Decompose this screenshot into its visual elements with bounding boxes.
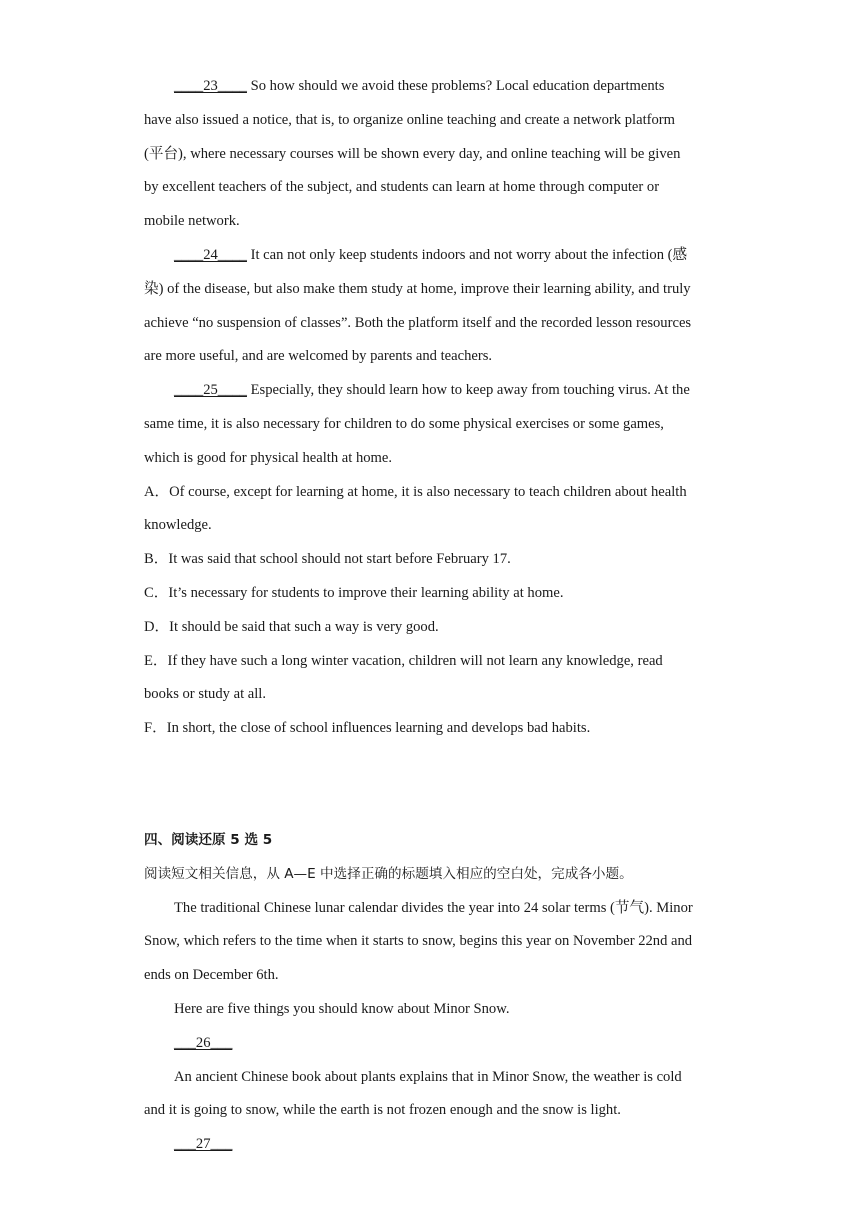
paragraph-23-line-5: mobile network.	[144, 213, 240, 230]
paragraph-23-line-2: have also issued a notice, that is, to organize online teaching and create a network platform	[144, 111, 675, 128]
text: So how should we avoid these problems? Local education departments	[246, 78, 665, 94]
paragraph-24-line-4: are more useful, and are welcomed by parents and teachers.	[144, 348, 493, 365]
paragraph-25-line-1	[144, 374, 724, 408]
option-a-line-1[interactable]: A．Of course, except for learning at home, it is also necessary to teach children about health	[144, 483, 687, 500]
paragraph-23-line-3: (平台), where necessary courses will be shown every day, and online teaching will be given	[144, 145, 681, 162]
option-e-line-2[interactable]: books or study at all.	[144, 686, 267, 703]
option-d[interactable]: D．It should be said that such a way is very good.	[144, 618, 439, 635]
option-a-line-2[interactable]: knowledge.	[144, 517, 212, 534]
intro-line-3: ends on December 6th.	[144, 967, 279, 984]
blank-26-line	[144, 1027, 724, 1061]
paragraph-26-line-1: An ancient Chinese book about plants explains that in Minor Snow, the weather is cold	[174, 1068, 682, 1085]
blank-27[interactable]: ___27___	[174, 1136, 233, 1153]
paragraph-24-line-3: achieve “no suspension of classes”. Both the platform itself and the recorded lesson resources	[144, 314, 692, 331]
document-page	[144, 70, 724, 1162]
paragraph-23-line-1	[144, 70, 724, 104]
text: Especially, they should learn how to keep away from touching virus. At the	[246, 382, 690, 399]
paragraph-26-line-2: and it is going to snow, while the earth is not frozen enough and the snow is light.	[144, 1102, 621, 1119]
option-b[interactable]: B．It was said that school should not start before February 17.	[144, 551, 511, 568]
section-gap	[144, 746, 724, 824]
lead-line: Here are five things you should know about Minor Snow.	[174, 1000, 510, 1017]
paragraph-24-line-2: 染) of the disease, but also make them study at home, improve their learning ability, and truly	[144, 280, 691, 297]
option-e-line-1[interactable]: E．If they have such a long winter vacation, children will not learn any knowledge, read	[144, 652, 663, 669]
intro-line-2: Snow, which refers to the time when it starts to snow, begins this year on November 22nd and	[144, 933, 693, 950]
paragraph-25-line-2: same time, it is also necessary for children to do some physical exercises or some games,	[144, 415, 664, 432]
paragraph-24-line-1	[144, 239, 724, 273]
intro-line-1: The traditional Chinese lunar calendar divides the year into 24 solar terms (节气). Minor	[174, 899, 693, 916]
blank-24[interactable]: ____24____	[174, 246, 247, 263]
blank-26[interactable]: ___26___	[174, 1034, 233, 1051]
section-heading: 四、阅读还原 5 选 5	[144, 831, 273, 848]
paragraph-25-line-3: which is good for physical health at home.	[144, 449, 393, 466]
blank-23[interactable]: ____23____	[174, 78, 247, 94]
blank-25[interactable]: ____25____	[174, 382, 247, 399]
blank-27-line	[144, 1128, 724, 1162]
text: It can not only keep students indoors and not worry about the infection (感	[246, 246, 688, 263]
section-instruction: 阅读短文相关信息，从 A—E 中选择正确的标题填入相应的空白处，完成各小题。	[144, 865, 633, 882]
paragraph-23-line-4: by excellent teachers of the subject, and students can learn at home through computer or	[144, 179, 660, 196]
option-c[interactable]: C．It’s necessary for students to improve their learning ability at home.	[144, 584, 564, 601]
option-f[interactable]: F．In short, the close of school influences learning and develops bad habits.	[144, 720, 591, 737]
